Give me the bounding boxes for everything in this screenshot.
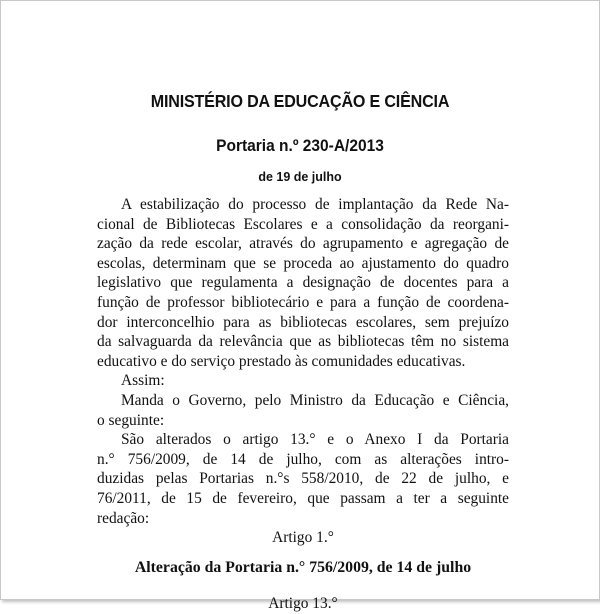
alterados-line: 76/2011, de 15 de fevereiro, que passam a ter a seguinte xyxy=(97,489,509,507)
paragraph-line: legislativo que regulamenta a designação de docentes para a xyxy=(97,274,509,292)
paragraph-line: A estabilização do processo de implantação da Rede Na- xyxy=(121,196,509,213)
ministry-heading: MINISTÉRIO DA EDUCAÇÃO E CIÊNCIA xyxy=(150,91,450,111)
paragraph-line: função de professor bibliotecário e para a função de coordena- xyxy=(97,293,509,311)
alterados-line: n.° 756/2009, de 14 de julho, com as alterações intro- xyxy=(97,450,509,468)
portaria-date: de 19 de julho xyxy=(258,170,342,184)
paragraph-line: da salvaguarda da relevância que as bibliotecas têm no sistema xyxy=(97,333,509,351)
alterados-line: São alterados o artigo 13.° e o Anexo I da Portaria xyxy=(121,431,509,449)
portaria-title: Portaria n.º 230-A/2013 xyxy=(216,137,384,155)
paragraph-line: cional de Bibliotecas Escolares e a consolidação da reorgani- xyxy=(97,215,509,233)
alterados-line: redação: xyxy=(97,509,150,527)
paragraph-line: escolas, determinam que se proceda ao ajustamento do quadro xyxy=(97,254,509,272)
article-13-heading: Artigo 13.° xyxy=(268,595,338,613)
manda-line: Manda o Governo, pelo Ministro da Educação e Ciência, xyxy=(121,391,509,409)
paragraph-line: educativo e do serviço prestado às comunidades educativas. xyxy=(97,352,466,370)
article-1-title: Alteração da Portaria n.° 756/2009, de 14 de julho xyxy=(134,558,472,576)
assim-line: Assim: xyxy=(121,372,165,390)
alterados-line: duzidas pelas Portarias n.°s 558/2010, de 22 de julho, e xyxy=(97,470,509,488)
paragraph-line: dor interconcelhio para as bibliotecas escolares, sem prejuízo xyxy=(97,313,509,331)
document-body xyxy=(97,195,509,614)
paragraph-line: zação da rede escolar, através do agrupamento e agregação de xyxy=(97,235,509,253)
article-1-heading: Artigo 1.° xyxy=(272,529,334,547)
manda-line: o seguinte: xyxy=(97,411,165,429)
